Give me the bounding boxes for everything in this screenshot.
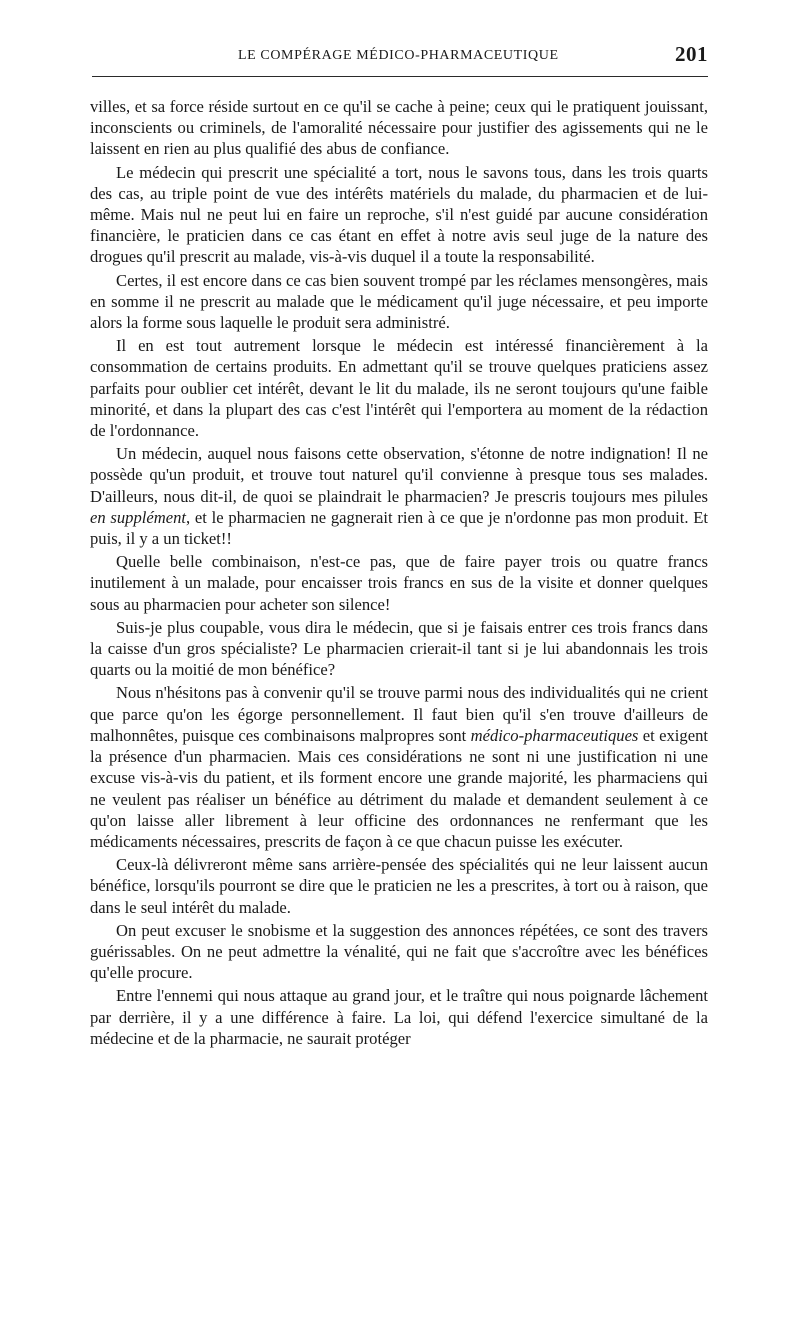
paragraph-text: Nous n'hésitons pas à convenir qu'il se trouve parmi nous des individualités qui ne crient que parce qu'on les égorge personnellement. Il faut bien qu'il s'en trouve d'ailleurs de malhonnêtes, puisque ces combinaisons malpropres sont: [90, 683, 708, 745]
paragraph-continued: villes, et sa force réside surtout en ce qu'il se cache à peine; ceux qui le pratiquent jouissant, inconscients ou criminels, de l'amoralité nécessaire pour justifier des agissements qui ne le laissent en rien au plus qualifié des abus de confiance.: [90, 97, 708, 159]
italic-phrase: médico-pharmaceutiques: [470, 725, 639, 745]
paragraph: Le médecin qui prescrit une spécialité a tort, nous le savons tous, dans les trois quarts des cas, au triple point de vue des intérêts matériels du malade, du pharmacien et de lui-même. Mais nul ne peut lui en faire un reproche, s'il n'est guidé par aucune considération financière, le praticien dans ce cas étant en effet à notre avis seul juge de la nature des drogues qu'il prescrit au malade, vis-à-vis duquel il a toute la responsabilité.: [90, 162, 708, 267]
paragraph: Ceux-là délivreront même sans arrière-pensée des spécialités qui ne leur laissent aucun bénéfice, lorsqu'ils pourront se dire que le praticien ne les a prescrites, à tort ou à raison, que dans le seul intérêt du malade.: [90, 855, 708, 917]
paragraph: Il en est tout autrement lorsque le médecin est intéressé financièrement à la consommation de certains produits. En admettant qu'il se trouve quelques praticiens assez parfaits pour oublier cet intérêt, devant le lit du malade, ils ne seront toujours qu'une faible minorité, et dans la plupart des cas c'est l'intérêt qui l'emportera au moment de la rédaction de l'ordonnance.: [90, 336, 708, 441]
paragraph: [90, 682, 708, 852]
paragraph: On peut excuser le snobisme et la suggestion des annonces répétées, ce sont des travers guérissables. On ne peut admettre la vénalité, qui ne fait que s'accroître avec les bénéfices qu'elle procure.: [90, 920, 708, 983]
paragraph-text: , et le pharmacien ne gagnerait rien à ce que je n'ordonne pas mon produit. Et puis, il y a un ticket!!: [90, 507, 709, 549]
running-title: LE COMPÉRAGE MÉDICO-PHARMACEUTIQUE: [238, 48, 559, 63]
paragraph: Certes, il est encore dans ce cas bien souvent trompé par les réclames mensongères, mais en somme il ne prescrit au malade que le médicament qu'il juge nécessaire, et peu importe alors la forme sous laquelle le produit sera administré.: [90, 270, 708, 333]
header-rule: [92, 76, 708, 77]
paragraph-text: et exigent la présence d'un pharmacien. Mais ces considérations ne sont ni une justification ni une excuse vis-à-vis du patient, et ils forment encore une grande majorité, les pharmaciens qui ne veulent pas réaliser un bénéfice au détriment du malade et demandent seulement à ce qu'on laisse aller librement à leur officine des ordonnances ne renfermant que les médicaments nécessaires, prescrits de façon à ce que chacun puisse les exécuter.: [90, 725, 708, 851]
page-header: [92, 40, 708, 70]
paragraph: Entre l'ennemi qui nous attaque au grand jour, et le traître qui nous poignarde lâchement par derrière, il y a une différence à faire. La loi, qui défend l'exercice simultané de la médecine et de la pharmacie, ne saurait protéger: [90, 986, 708, 1048]
paragraph: Quelle belle combinaison, n'est-ce pas, que de faire payer trois ou quatre francs inutilement à un malade, pour encaisser trois francs en sus de la visite et donner quelques sous au pharmacien pour acheter son silence!: [90, 552, 708, 614]
paragraph: Suis-je plus coupable, vous dira le médecin, que si je faisais entrer ces trois francs dans la caisse d'un gros spécialiste? Le pharmacien crierait-il tant si je lui abandonnais les trois quarts ou la moitié de mon bénéfice?: [90, 617, 708, 680]
italic-phrase: en supplément: [90, 507, 186, 527]
paragraph-text: Un médecin, auquel nous faisons cette observation, s'étonne de notre indignation! Il ne possède qu'un produit, et trouve tout naturel qu'il convienne à presque tous ses malades. D'ailleurs, nous dit-il, de quoi se plaindrait le pharmacien? Je prescris toujours mes pilules: [90, 444, 708, 506]
page-number: 201: [675, 42, 708, 66]
body-text: [90, 96, 708, 1051]
paragraph: [90, 443, 708, 549]
